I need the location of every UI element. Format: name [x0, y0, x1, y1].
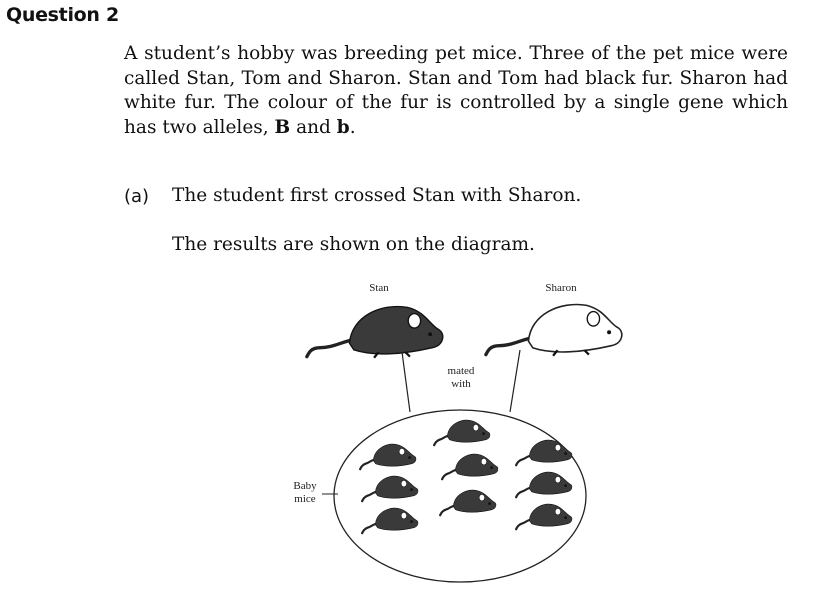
connector-sharon — [510, 350, 520, 412]
baby-mouse-icon — [362, 508, 418, 533]
mated-label-2: with — [451, 378, 471, 390]
baby-mouse-icon — [434, 420, 490, 445]
baby-mouse-icon — [360, 444, 416, 469]
part-a-line1: The student first crossed Stan with Sharon. — [172, 185, 582, 206]
baby-label-2: mice — [294, 493, 316, 505]
allele-dominant: B — [274, 116, 291, 138]
mouse-sharon-icon — [486, 305, 622, 356]
part-a-label: (a) — [124, 186, 150, 207]
mouse-stan-icon — [307, 307, 443, 358]
parent-label-stan: Stan — [369, 282, 389, 294]
baby-mouse-icon — [362, 476, 418, 501]
baby-label-1: Baby — [293, 480, 317, 492]
baby-mouse-icon — [516, 504, 572, 529]
parent-label-sharon: Sharon — [545, 282, 577, 294]
baby-mouse-icon — [516, 472, 572, 497]
intro-and: and — [290, 116, 337, 138]
baby-mouse-icon — [440, 490, 496, 515]
part-a-line2: The results are shown on the diagram. — [172, 234, 535, 255]
baby-mouse-icon — [442, 454, 498, 479]
intro-end: . — [349, 116, 356, 138]
intro-text: A student’s hobby was breeding pet mice. Three of the pet mice were called Stan, Tom and Sharon. Stan and Tom had black fur. Sharon had white fur. The colour of the fur is controlled by a single gene which has two alleles, — [124, 43, 788, 138]
question-heading: Question 2 — [6, 4, 119, 26]
baby-mouse-icon — [516, 440, 572, 465]
allele-recessive: b — [336, 116, 350, 138]
connector-stan — [402, 352, 410, 412]
mated-label-1: mated — [447, 365, 475, 377]
